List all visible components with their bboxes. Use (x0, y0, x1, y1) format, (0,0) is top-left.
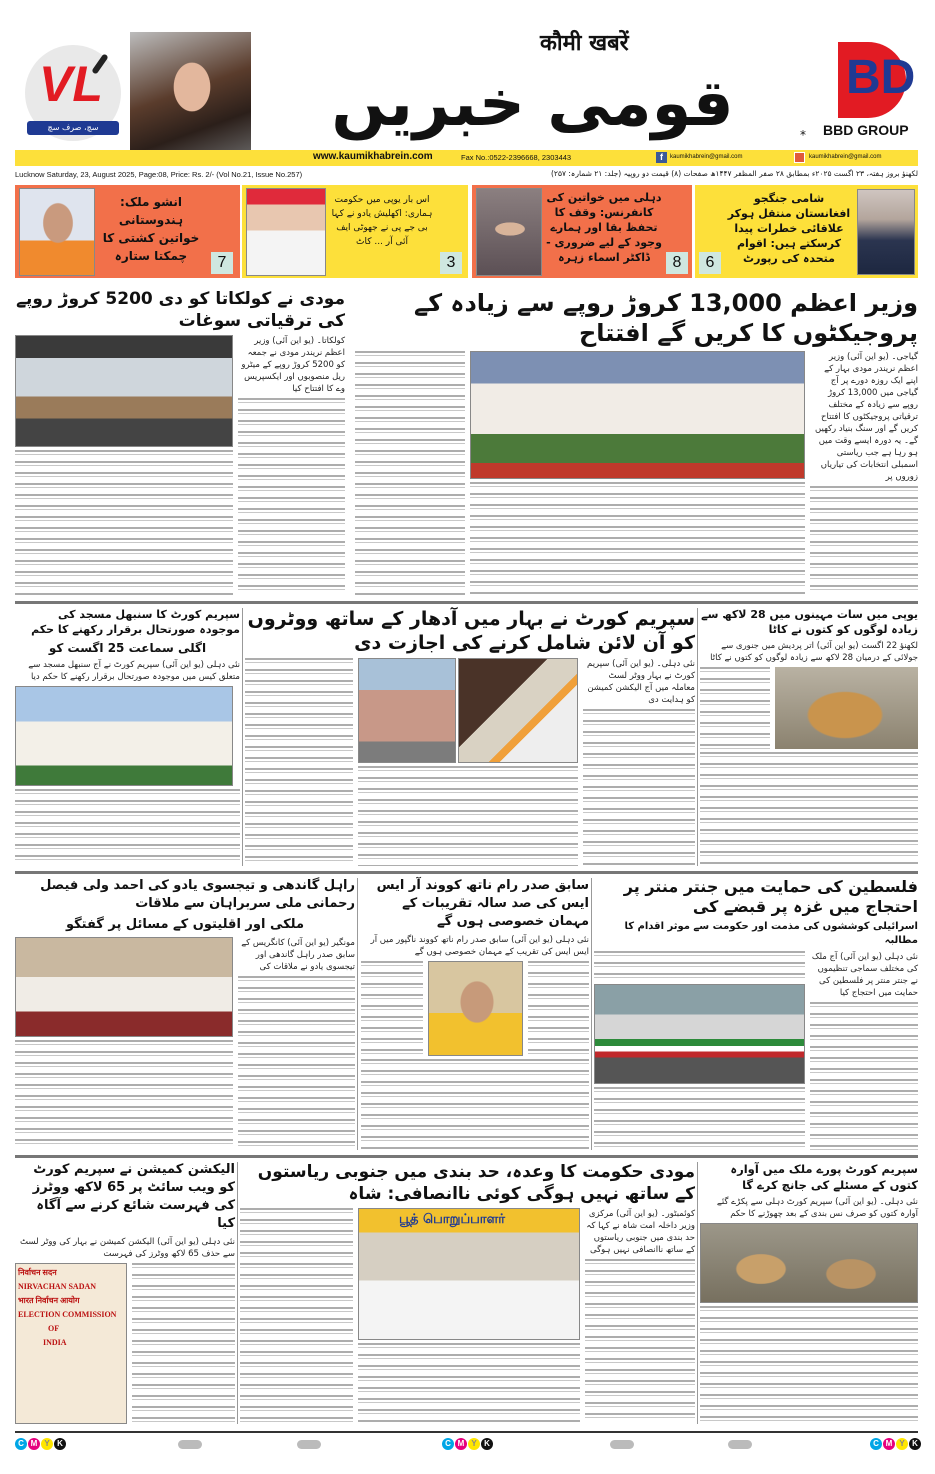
teaser-text: دہلی میں خواتین کی کانفرنس: وقف کا تحفظ بقا اور ہمارے وجود کے لیے ضروری - ڈاکٹر اسماء زہرہ (546, 191, 662, 264)
palestine-body: نئی دہلی (یو این آئی) آج ملک کی مختلف سماجی تنظیموں نے جنتر منتر پر فلسطین کی حمایت میں احتجاج کیا (811, 952, 918, 998)
meeting-photo (15, 937, 233, 1037)
aadhaar-headline[interactable]: سپریم کورٹ نے بہار میں آدھار کے ساتھ ووٹروں کو آن لائن شامل کرنے کی اجازت دی (247, 608, 695, 654)
rahul-body-text (238, 976, 355, 1150)
sign-line: भारत निर्वाचन आयोग (18, 1296, 80, 1305)
sambhal-body-text (15, 789, 240, 866)
shah-story (240, 1161, 695, 1424)
registration-mark (178, 1440, 202, 1449)
info-bar (15, 150, 918, 166)
column-divider (697, 608, 698, 866)
lead-headline[interactable]: وزیر اعظم 13,000 کروڑ روپے سے زیادہ کے پروجیکٹوں کا کریں گے افتتاح (414, 289, 918, 347)
kovind-headline[interactable]: سابق صدر رام ناتھ کووند آر ایس ایس کی صد سالہ تقریبات کے مہمان خصوصی ہوں گے (376, 878, 589, 929)
left-logo (25, 45, 121, 141)
cmyk-mark: C M Y K (870, 1438, 921, 1450)
masthead-hindi-title: कौमी खबरें (540, 31, 629, 56)
sign-line: निर्वाचन सदन (18, 1268, 57, 1277)
dogs-up-body: لکھنؤ 22 اگست (یو این آئی) اتر پردیش میں جنوری سے جولائی کے درمیان 28 لاکھ سے زیادہ لوگوں کو کتوں نے کاٹا (710, 641, 918, 663)
aadhaar-body-text (358, 766, 578, 866)
sambhal-body: نئی دہلی (یو این آئی) سپریم کورٹ نے آج سنبھل مسجد سے متعلق کیس میں موجودہ صورتحال برقرار رکھنے کا حکم دیا (28, 660, 240, 682)
shah-body-text (240, 1208, 353, 1424)
section-divider (15, 1155, 918, 1158)
teaser-page: 8 (666, 252, 688, 274)
dogs-up-story (700, 607, 918, 866)
palestine-story (594, 877, 918, 1150)
sambhal-mosque-photo (15, 686, 233, 786)
cmyk-mark: C M Y K (442, 1438, 493, 1450)
rahul-subhead: ملکی اور اقلیتوں کے مسائل پر گفتگو (65, 917, 305, 932)
kovind-body-text (528, 961, 590, 1056)
stray-dogs-story (700, 1161, 918, 1424)
dateline-english: Lucknow Saturday, 23, August 2025, Page:08, Price: Rs. 2/- (Vol No.21, Issue No.257) (15, 170, 303, 179)
shah-headline[interactable]: مودی حکومت کا وعدہ، حد بندی میں جنوبی ریاستوں کے ساتھ نہیں ہوگی کوئی ناانصافی: شاہ (257, 1162, 695, 1204)
election-story (15, 1161, 235, 1424)
teaser-text: انشو ملک: ہندوستانی خواتین کشتی کا چمکتا ستارہ (102, 195, 200, 263)
palestine-headline[interactable]: فلسطین کی حمایت میں جنتر منتر پر احتجاج میں غزہ پر قبضے کی (623, 877, 918, 916)
palestine-subhead: اسرائیلی کوششوں کی مذمت اور حکومت سے موثر اقدام کا مطالبہ (624, 921, 918, 946)
kovind-story (361, 877, 589, 1150)
registration-mark (297, 1440, 321, 1449)
kovind-body-text (361, 961, 423, 1056)
teaser-antim-malik[interactable] (15, 185, 240, 278)
teaser-photo (857, 189, 915, 275)
kolkata-headline[interactable]: مودی نے کولکاتا کو دی 5200 کروڑ روپے کی ترقیاتی سوغات (16, 289, 345, 331)
bbd-logo (838, 42, 916, 118)
facebook-handle[interactable]: kaumikhabrein@gmail.com (670, 154, 743, 160)
masthead-urdu-title: قومی خبریں (331, 67, 734, 141)
teaser-syria[interactable] (695, 185, 918, 278)
website-link[interactable]: www.kaumikhabrein.com (313, 151, 433, 162)
bottom-rule (15, 1431, 918, 1433)
email-icon (794, 152, 805, 163)
election-headline[interactable]: الیکشن کمیشن نے سپریم کورٹ کو ویب سائٹ پر 65 لاکھ ووٹرز کی فہرست شائع کرنے سے آگاہ کیا (32, 1162, 235, 1231)
kovind-body-text (361, 1059, 589, 1150)
fax-number: Fax No.:0522-2396668, 2303443 (461, 153, 572, 162)
dogs-up-headline[interactable]: یوپی میں سات مہینوں میں 28 لاکھ سے زیادہ لوگوں کو کتوں نے کاٹا (701, 608, 918, 636)
amit-shah-photo (358, 1208, 580, 1340)
shah-banner-text: பூத் பொறுப்பாளர் (399, 1212, 506, 1227)
teaser-photo (246, 188, 326, 276)
sign-line: OF (48, 1324, 60, 1333)
column-divider (591, 878, 592, 1150)
kolkata-body-text (15, 450, 233, 596)
aadhaar-body: نئی دہلی۔ (یو این آئی) سپریم کورٹ نے بہار ووٹر لسٹ معاملہ میں آج الیکشن کمیشن کو ہدایت دی (587, 659, 695, 705)
rahul-body-text (15, 1040, 233, 1150)
aadhaar-body-text (245, 658, 353, 866)
teaser-photo (476, 188, 542, 276)
supreme-court-photo (358, 658, 456, 763)
teaser-page: 3 (440, 252, 462, 274)
kolkata-body-text (238, 398, 345, 596)
election-body-text (132, 1263, 235, 1424)
protest-photo (594, 984, 805, 1084)
teaser-page: 6 (699, 252, 721, 274)
shah-body: کوئمبٹور۔ (یو این آئی) مرکزی وزیر داخلہ امت شاہ نے کہا کہ حد بندی میں جنوبی ریاستوں کے ساتھ ناانصافی نہیں ہوگی (586, 1209, 695, 1255)
column-divider (242, 608, 243, 866)
dateline-urdu: لکھنؤ بروز ہفتہ، ۲۳ اگست ۲۰۲۵ء بمطابق ۲۸ صفر المظفر ۱۴۴۷ھ صفحات (۸) قیمت دو روپیہ (جلد: ۲۱ شمارہ: ۲۵۷) (550, 169, 918, 178)
bbd-group-label: BBD GROUP (823, 122, 909, 138)
registration-mark (610, 1440, 634, 1449)
rahul-body: مونگیر (یو این آئی) کانگریس کے سابق صدر راہل گاندھی اور تیجسوی یادو نے ملاقات کی (241, 938, 355, 972)
left-logo-tagline: سچ، صرف سچ (27, 121, 119, 135)
sambhal-headline[interactable]: سپریم کورٹ کا سنبھل مسجد کی موجودہ صورتحال برقرار رکھنے کا حکم (31, 608, 240, 636)
column-divider (697, 1162, 698, 1424)
stray-dogs-body-text (700, 1306, 918, 1424)
sambhal-subhead: اگلی سماعت 25 اگست کو (48, 641, 207, 655)
stray-dogs-headline[interactable]: سپریم کورٹ پورے ملک میں آوارہ کتوں کے مسئلے کی جانچ کرے گا (730, 1162, 918, 1192)
kovind-photo (428, 961, 523, 1056)
teaser-text: شامی جنگجو افغانستان منتقل ہوکر علاقائی خطرات پیدا کرسکتے ہیں: اقوام متحدہ کی رپورٹ (727, 192, 851, 265)
left-logo-letters: VL (39, 56, 103, 112)
shah-body-text (358, 1343, 580, 1424)
lead-body-text (355, 351, 465, 596)
lead-body-text (810, 486, 918, 596)
lead-body: گیاجی۔ (یو این آئی) وزیر اعظم نریندر مودی بہار کے اپنے ایک روزہ دورے پر آج گیاجی میں 13,000 کروڑ روپے سے زیادہ کے مختلف ترقیاتی پروجیکٹوں کا افتتاح کریں گے اور سنگ بنیاد رکھیں گے۔ یہ دورہ ایسے وقت میں ہو رہا ہے جب ریاستی اسمبلی انتخابات کی تیاریاں زوروں پر (815, 352, 918, 482)
teaser-delhi-women[interactable] (472, 185, 692, 278)
facebook-icon: f (656, 152, 667, 163)
teaser-page: 7 (211, 252, 233, 274)
election-commission-aadhaar-photo (458, 658, 578, 763)
cmyk-mark: C M Y K (15, 1438, 66, 1450)
masthead-star: * (800, 128, 806, 142)
election-body: نئی دہلی (یو این آئی) الیکشن کمیشن نے بہار کی ووٹر لسٹ سے حذف 65 لاکھ ووٹرز کی فہرست (20, 1237, 235, 1259)
celebrity-photo (130, 32, 251, 164)
palestine-body-text (594, 1087, 805, 1150)
teaser-text: اس بار یوپی میں حکومت ہماری: اکھلیش یادو نے کہا بی جے پی نے جھوٹی ایف آئی آر ... کاٹ (331, 195, 433, 247)
dogs-up-body-text (700, 752, 918, 866)
election-commission-sign-photo (15, 1263, 127, 1424)
lead-body-text (470, 482, 805, 596)
kolkata-metro-photo (15, 335, 233, 447)
rahul-headline[interactable]: راہل گاندھی و تیجسوی یادو کی احمد ولی فیصل رحمانی ملی سربراہان سے ملاقات (40, 878, 355, 911)
palestine-body-text (810, 1002, 918, 1150)
section-divider (15, 601, 918, 604)
palestine-body-text (594, 951, 805, 981)
kolkata-body: کولکاتا۔ (یو این آئی) وزیر اعظم نریندر مودی نے جمعہ کو 5200 کروڑ روپے کے میٹرو ریل منصوبوں اور ایکسپریس وے کا افتتاح کیا (241, 336, 345, 394)
dog-photo (775, 667, 918, 749)
registration-mark (728, 1440, 752, 1449)
sambhal-story (15, 607, 240, 866)
stray-dogs-body: نئی دہلی۔ (یو این آئی) سپریم کورٹ دہلی سے پکڑے گئے آوارہ کتوں کو صرف نس بندی کے بعد چھوڑنے کا حکم (716, 1197, 918, 1219)
email-address[interactable]: kaumikhabrein@gmail.com (809, 154, 882, 160)
lead-photo (470, 351, 805, 479)
sign-line: INDIA (43, 1338, 67, 1347)
aadhaar-body-text (583, 709, 695, 866)
sign-line: ELECTION COMMISSION (18, 1310, 117, 1319)
stray-dogs-photo (700, 1223, 918, 1303)
column-divider (357, 878, 358, 1150)
dogs-up-body-text (700, 667, 770, 749)
lead-story (355, 288, 918, 596)
teaser-akhilesh[interactable] (242, 185, 468, 278)
shah-body-text (585, 1259, 695, 1424)
section-divider (15, 871, 918, 874)
kolkata-story (15, 288, 345, 596)
sign-line: NIRVACHAN SADAN (18, 1282, 97, 1291)
rahul-story (15, 877, 355, 1150)
bbd-logo-letters: BD (846, 51, 916, 104)
column-divider (237, 1162, 238, 1424)
teaser-photo (19, 188, 95, 276)
aadhaar-story (245, 607, 695, 866)
kovind-body: نئی دہلی (یو این آئی) سابق صدر رام ناتھ کووند ناگپور میں آر ایس ایس کی تقریب کے مہمان خصوصی ہوں گے (370, 935, 589, 957)
